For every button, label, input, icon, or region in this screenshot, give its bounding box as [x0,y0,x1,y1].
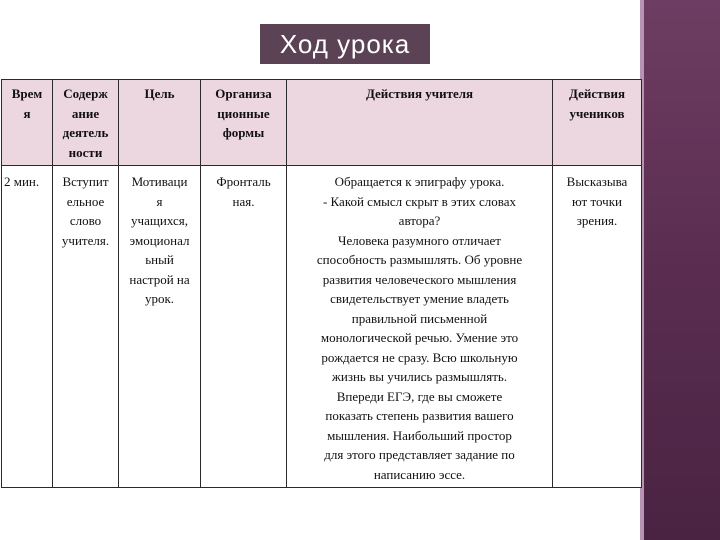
cell-text-line: урок. [144,291,175,306]
cell-text-line: Организа [215,86,272,101]
cell-text-line: я [156,193,163,209]
cell-text-line: Человека разумного отличает [338,232,501,248]
cell-text-line: учащихся, [131,213,188,228]
cell-text-line: монологической речью. Умение это [320,330,519,345]
cell-text-line: Мотиваци [131,174,188,189]
cell-text-line: Цель [144,86,175,101]
cell-text-line: - Какой смысл скрыт в этих словах [322,193,517,209]
cell-text-line: способность размышлять. Об уровне [316,252,523,267]
header-forms [201,80,287,166]
cell-text-line: учеников [569,105,625,121]
cell-text-line: 2 мин. [4,174,40,189]
cell-text-line: Впереди ЕГЭ, где вы сможете [336,388,503,404]
cell-text-line: Обращается к эпиграфу урока. [334,174,505,189]
cell-teacher-actions [287,166,553,488]
header-time [2,80,53,166]
cell-text-line: ьный [145,252,174,267]
cell-text-line: развития человеческого мышления [322,271,517,287]
cell-text-line: настрой на [129,271,190,287]
cell-text-line: жизнь вы учились размышлять. [331,369,508,384]
cell-text-line: я [23,105,31,121]
decorative-side-band [640,0,720,540]
cell-text-line: ности [68,144,103,160]
header-student-actions [553,80,642,166]
cell-forms [201,166,287,488]
cell-text-line: Врем [11,86,43,101]
cell-text-line: учителя. [61,232,110,248]
cell-text-line: правильной письменной [351,310,488,326]
cell-text-line: Действия [568,86,626,101]
cell-text-line: ельное [66,193,105,209]
cell-text-line: формы [222,125,265,140]
cell-text-line: свидетельствует умение владеть [330,291,509,306]
table-row [2,166,642,488]
cell-text-line: ционные [217,105,270,121]
cell-text-line: написанию эссе. [373,466,466,482]
cell-text-line: Вступит [62,174,109,189]
cell-text-line: Действия учителя [365,86,474,101]
header-goal [119,80,201,166]
cell-text-line: показать степень развития вашего [325,408,514,423]
cell-goal [119,166,201,488]
header-content [53,80,119,166]
cell-text-line: зрения. [576,213,618,228]
cell-text-line: для этого представляет задание по [324,447,515,462]
cell-content [53,166,119,488]
cell-time [2,166,53,488]
cell-text-line: Фронталь [216,174,271,189]
cell-text-line: Содерж [63,86,108,101]
lesson-plan-table [1,79,642,488]
cell-text-line: мышления. Наибольший простор [327,427,512,443]
cell-text-line: эмоционал [129,232,190,248]
cell-text-line: слово [69,213,102,228]
cell-text-line: Высказыва [566,174,628,189]
cell-text-line: рождается не сразу. Всю школьную [321,349,518,365]
slide-title: Ход урока [260,24,430,64]
cell-text-line: автора? [398,213,441,228]
header-teacher-actions [287,80,553,166]
cell-text-line: деятель [62,125,109,140]
cell-text-line: ют точки [572,193,622,209]
cell-text-line: ная. [232,193,255,209]
table-header-row [2,80,642,166]
cell-text-line: ание [71,105,100,121]
cell-student-actions [553,166,642,488]
